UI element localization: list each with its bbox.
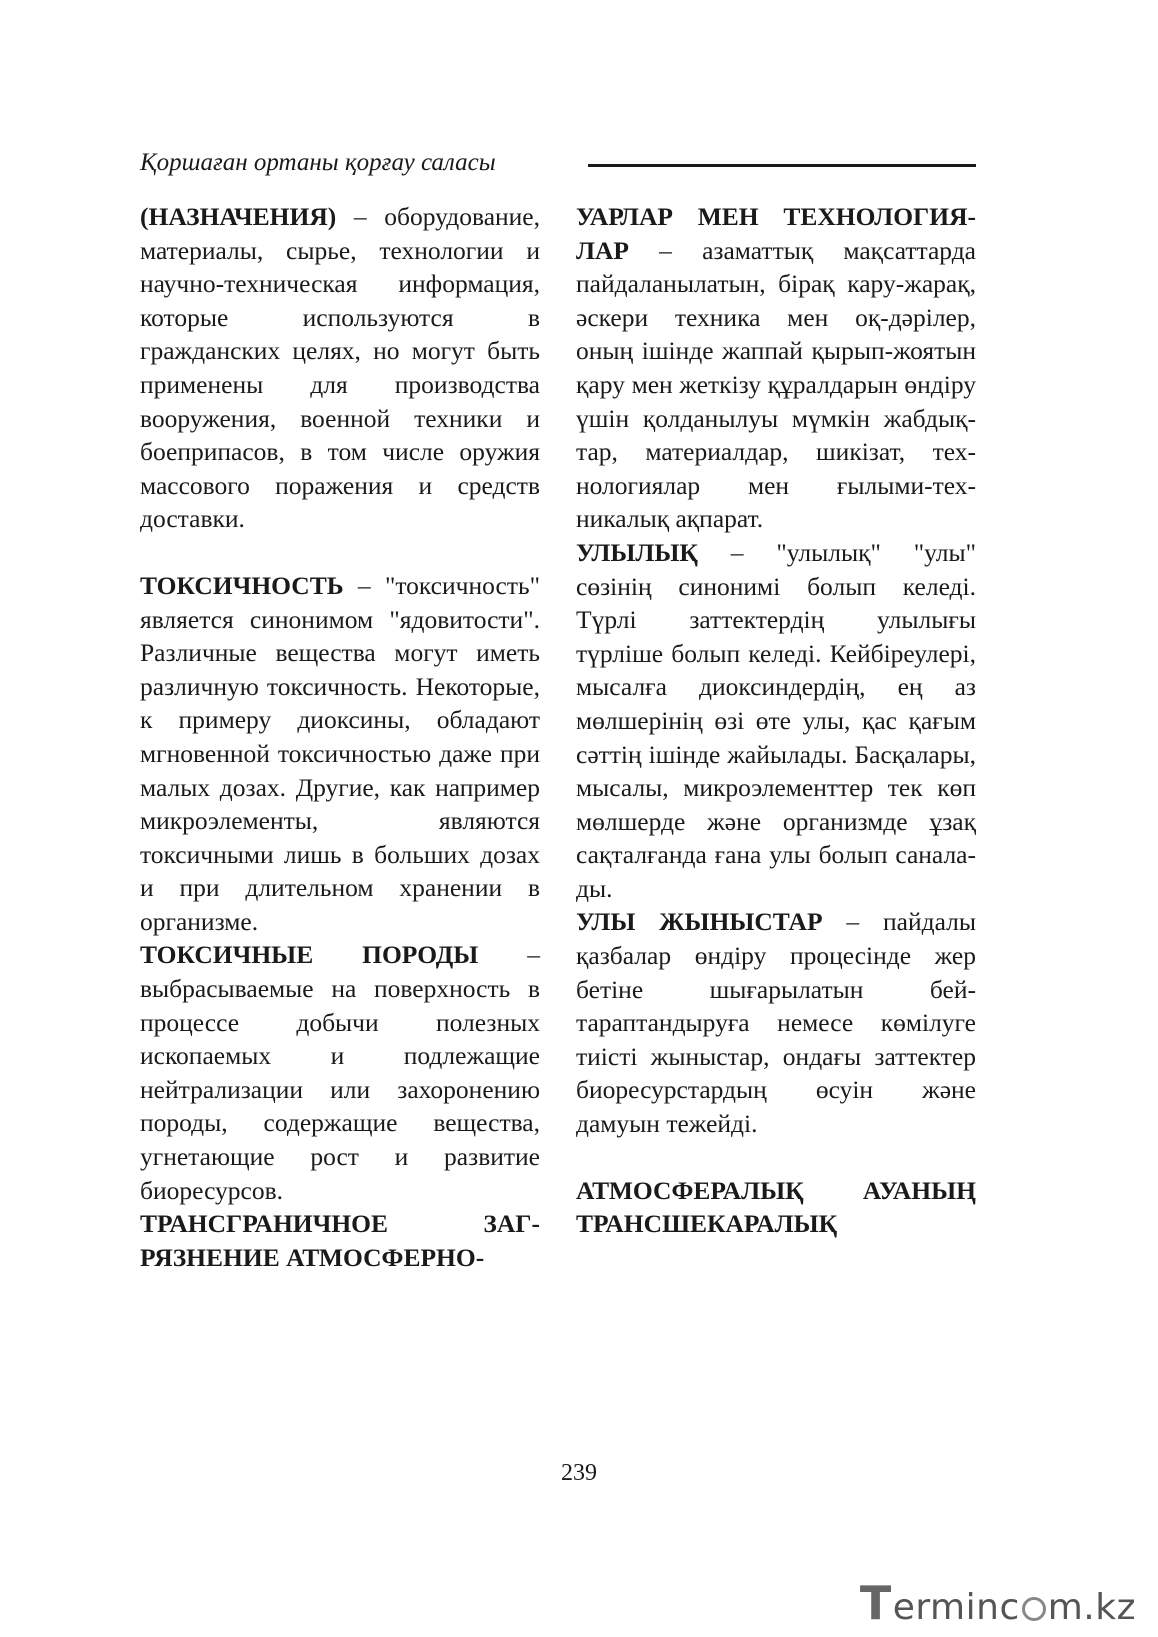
right-column [576, 200, 976, 1241]
entry-term: УЛЫ ЖЫНЫСТАР [576, 907, 823, 937]
watermark-t: T [859, 1576, 892, 1630]
entry-text: – выбрасываемые на поверхность в процессе добычи полезных ископаемых и подлежащие нейтрализации или захоронению породы, содержащие вещества, угнетающие рост и развитие биоресурсов. [140, 940, 541, 1205]
termincom-watermark-logo [860, 1576, 1136, 1630]
entry-term: ТОКСИЧНОСТЬ [140, 570, 344, 600]
header-title: Қоршаған ортаны қорғау саласы [140, 149, 496, 176]
entry-text: – азаматтық мақсаттарда пайдаланылатын, бірақ кару-жарақ, әскери техника мен оқ-дәрілер, оның ішінде жаппай қырып-жоятын қару мен жеткізу құралдарын өндіру үшін қолданылуы мүмкін жабдықтар, материалдар, шикізат, технологиялар мен ғылыми-техникалық ақпарат. [576, 235, 976, 534]
entry-term: АТМОСФЕРАЛЫҚ АУАНЫҢ ТРАНСШЕКАРАЛЫҚ [576, 1175, 976, 1239]
entry-term: УЛЫЛЫҚ [576, 537, 698, 567]
left-column [140, 200, 540, 1274]
entry-term: (НАЗНАЧЕНИЯ) [140, 202, 337, 231]
entry-text: – "токсичность" является синонимом "ядовитости". Различные вещества могут иметь различную токсичность. Некоторые, к примеру диоксины, обладают мгновенной токсичностью даже при малых дозах. Другие, как например микроэлементы, являются токсичными лишь в больших дозах и при длительном хранении в организме. [140, 570, 540, 936]
entry-text: – пайдалы қазбалар өндіру процесінде жер бетіне шығарылатын бейтараптандыруға немесе көмілуге тиісті жыныстар, ондағы заттектер биоресурстардың өсуін және дамуын тежейді. [576, 907, 976, 1139]
entry-term: ТРАНСГРАНИЧНОЕ ЗАГРЯЗНЕНИЕ АТМОСФЕРНО- [140, 1209, 540, 1272]
watermark-o-icon [1022, 1597, 1046, 1621]
entry-transgranichnoe [140, 1207, 540, 1274]
entry-nazna [140, 200, 540, 536]
page-number: 239 [561, 1460, 597, 1486]
entry-term: ТОКСИЧНЫЕ ПОРОДЫ [140, 940, 479, 970]
entry-uarlar [576, 200, 976, 536]
entry-uly-zhynystar [576, 905, 976, 1140]
entry-toksichnye-porody [140, 938, 540, 1207]
entry-term: УАРЛАР МЕН ТЕХНОЛОГИЯЛАР [576, 202, 976, 265]
entry-ulylyq [576, 536, 976, 906]
entry-toksichnost [140, 569, 540, 939]
watermark-text [860, 1576, 1136, 1630]
watermark-part1: erminc [892, 1587, 1020, 1628]
watermark-part2: m.kz [1047, 1587, 1136, 1628]
entry-text: – "улылық" "улы" сөзінің синонимі болып келеді. Түрлі заттектердің улылығы түрліше болып келеді. Кейбіреулері, мысалға диоксиндердің, ең аз мөлшерінің өзі өте улы, қас қағым сәттің ішінде жайылады. Басқалары, мысалы, микроэлементтер тек көп мөлшерде және организмде ұзақ сақталғанда ғана улы болып саналады. [576, 537, 976, 903]
entry-text: – оборудование, материалы, сырье, технологии и научно-техническая информация, которые используются в гражданских целях, но могут быть применены для производства вооружения, военной техники и боеприпасов, в том числе оружия массового поражения и средств доставки. [140, 202, 540, 534]
header-rule [588, 164, 976, 167]
entry-atmosferalyq [576, 1174, 976, 1241]
running-header [140, 146, 976, 180]
